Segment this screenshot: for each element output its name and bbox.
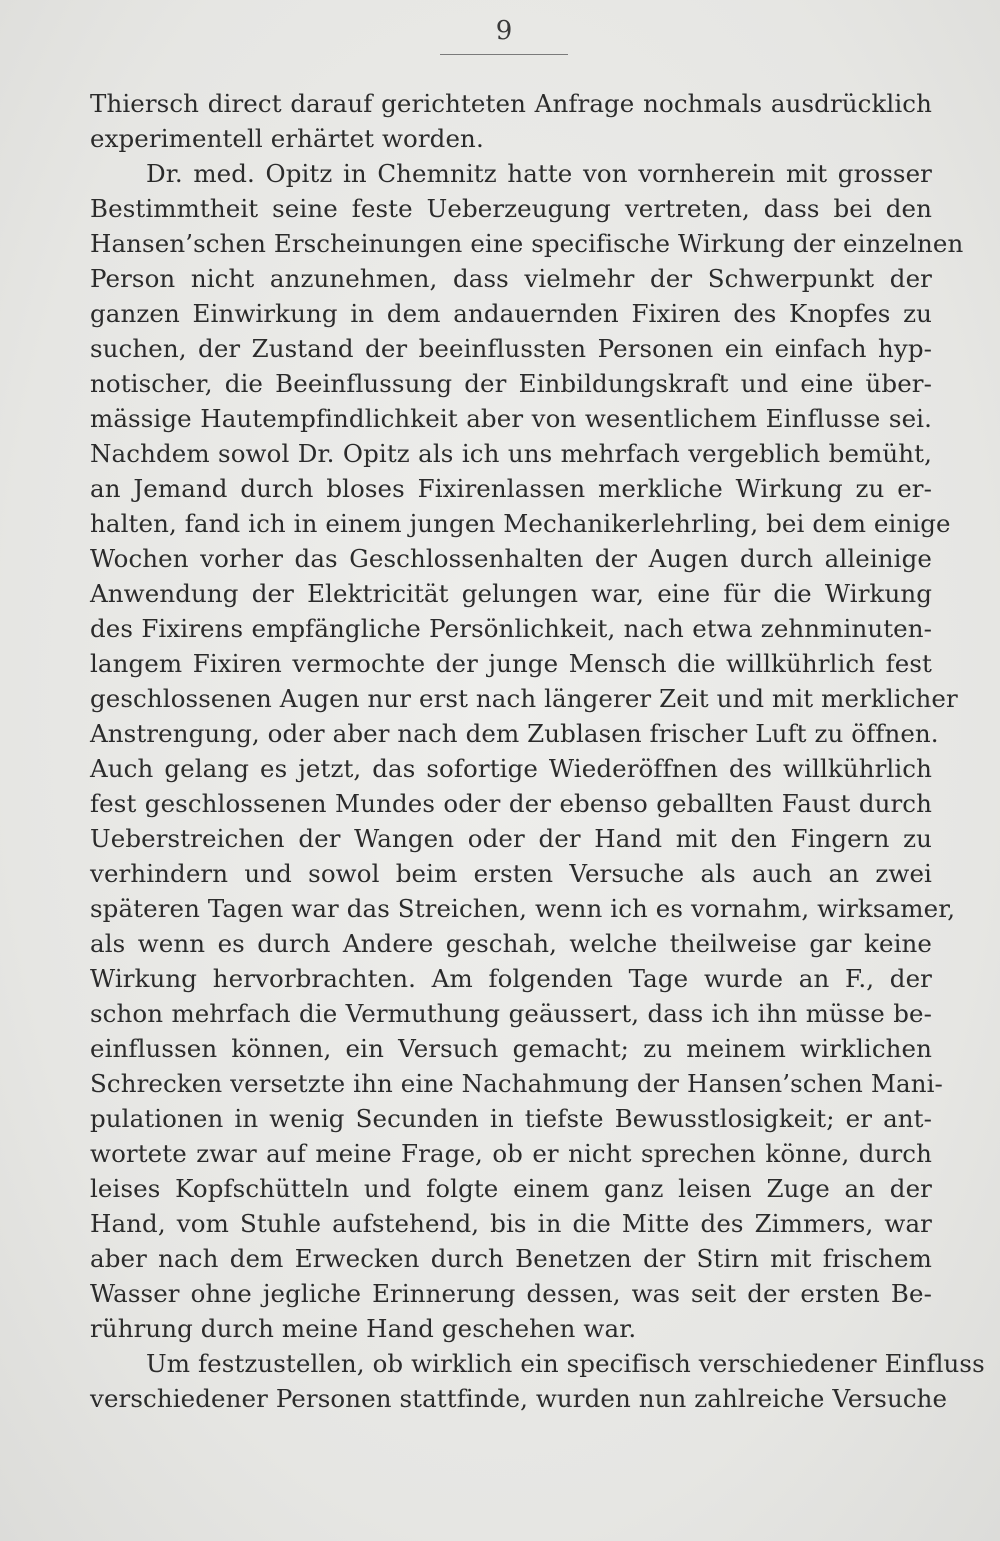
body-text (90, 86, 985, 1416)
text-line: wortete zwar auf meine Frage, ob er nicht sprechen könne, durch (90, 1139, 932, 1168)
text-line: Anstrengung, oder aber nach dem Zublasen frischer Luft zu öffnen. (90, 719, 939, 748)
text-line: Auch gelang es jetzt, das sofortige Wiederöffnen des willkührlich (90, 754, 932, 783)
text-line: einflussen können, ein Versuch gemacht; zu meinem wirklichen (90, 1034, 932, 1063)
text-line: Hand, vom Stuhle aufstehend, bis in die Mitte des Zimmers, war (90, 1209, 932, 1238)
text-line: Wirkung hervorbrachten. Am folgenden Tage wurde an F., der (90, 964, 932, 993)
text-line: Wochen vorher das Geschlossenhalten der Augen durch alleinige (90, 544, 932, 573)
text-line: geschlossenen Augen nur erst nach längerer Zeit und mit merklicher (90, 684, 958, 713)
text-line: Dr. med. Opitz in Chemnitz hatte von vornherein mit grosser (146, 159, 932, 188)
text-line: verschiedener Personen stattfinde, wurden nun zahlreiche Versuche (90, 1384, 948, 1413)
text-line: als wenn es durch Andere geschah, welche theilweise gar keine (90, 929, 932, 958)
text-line: Schrecken versetzte ihn eine Nachahmung der Hansen’schen Mani- (90, 1069, 943, 1098)
header-rule (440, 54, 568, 55)
text-line: experimentell erhärtet worden. (90, 124, 484, 153)
text-line: leises Kopfschütteln und folgte einem ganz leisen Zuge an der (90, 1174, 932, 1203)
text-line: pulationen in wenig Secunden in tiefste Bewusstlosigkeit; er ant- (90, 1104, 932, 1133)
page-header (440, 14, 568, 55)
text-line: fest geschlossenen Mundes oder der ebenso geballten Faust durch (90, 789, 932, 818)
text-line: langem Fixiren vermochte der junge Mensch die willkührlich fest (90, 649, 932, 678)
text-line: an Jemand durch bloses Fixirenlassen merkliche Wirkung zu er- (90, 474, 932, 503)
text-line: notischer, die Beeinflussung der Einbildungskraft und eine über- (90, 369, 932, 398)
text-line: Anwendung der Elektricität gelungen war, eine für die Wirkung (90, 579, 932, 608)
text-line: Wasser ohne jegliche Erinnerung dessen, was seit der ersten Be- (90, 1279, 932, 1308)
text-line: halten, fand ich in einem jungen Mechanikerlehrling, bei dem einige (90, 509, 951, 538)
text-line: mässige Hautempfindlichkeit aber von wesentlichem Einflusse sei. (90, 404, 932, 433)
text-line: späteren Tagen war das Streichen, wenn ich es vornahm, wirksamer, (90, 894, 956, 923)
text-line: Hansen’schen Erscheinungen eine specifische Wirkung der einzelnen (90, 229, 964, 258)
text-line: Um festzustellen, ob wirklich ein specifisch verschiedener Einfluss (146, 1349, 985, 1378)
text-line: des Fixirens empfängliche Persönlichkeit, nach etwa zehnminuten- (90, 614, 932, 643)
text-line: Nachdem sowol Dr. Opitz als ich uns mehrfach vergeblich bemüht, (90, 439, 932, 468)
text-line: suchen, der Zustand der beeinflussten Personen ein einfach hyp- (90, 334, 932, 363)
text-line: schon mehrfach die Vermuthung geäussert, dass ich ihn müsse be- (90, 999, 932, 1028)
text-line: Bestimmtheit seine feste Ueberzeugung vertreten, dass bei den (90, 194, 932, 223)
text-line: ganzen Einwirkung in dem andauernden Fixiren des Knopfes zu (90, 299, 932, 328)
text-line: Thiersch direct darauf gerichteten Anfrage nochmals ausdrücklich (90, 89, 932, 118)
text-line: verhindern und sowol beim ersten Versuche als auch an zwei (90, 859, 932, 888)
text-line: Ueberstreichen der Wangen oder der Hand mit den Fingern zu (90, 824, 932, 853)
text-line: Person nicht anzunehmen, dass vielmehr der Schwerpunkt der (90, 264, 932, 293)
text-line: aber nach dem Erwecken durch Benetzen der Stirn mit frischem (90, 1244, 932, 1273)
text-line: rührung durch meine Hand geschehen war. (90, 1314, 637, 1343)
page-number: 9 (495, 16, 513, 46)
